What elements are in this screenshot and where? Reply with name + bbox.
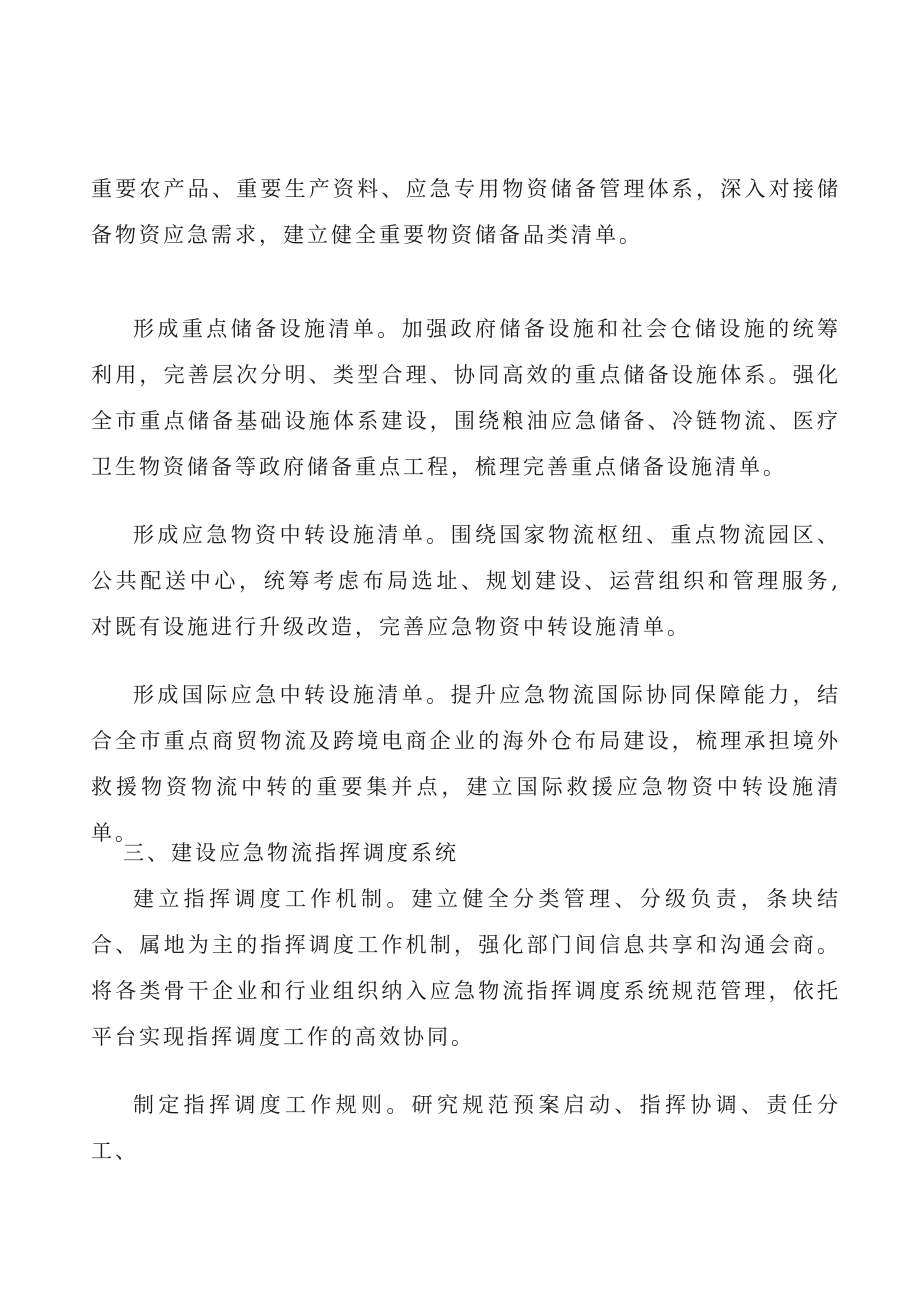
paragraph-international-transfer: 形成国际应急中转设施清单。提升应急物流国际协同保障能力，结合全市重点商贸物流及跨境电商企业的海外仓布局建设，梳理承担境外救援物资物流中转的重要集并点，建立国际救援应急物资中转设施清单。 — [91, 683, 841, 845]
paragraph-transfer-facilities: 形成应急物资中转设施清单。围绕国家物流枢纽、重点物流园区、公共配送中心，统筹考虑布局选址、规划建设、运营组织和管理服务,对既有设施进行升级改造，完善应急物资中转设施清单。 — [91, 523, 841, 639]
paragraph-command-mechanism: 建立指挥调度工作机制。建立健全分类管理、分级负责，条块结合、属地为主的指挥调度工作机制，强化部门间信息共享和沟通会商。将各类骨干企业和行业组织纳入应急物流指挥调度系统规范管理，依托平台实现指挥调度工作的高效协同。 — [91, 887, 841, 1049]
paragraph-key-storage-facilities: 形成重点储备设施清单。加强政府储备设施和社会仓储设施的统筹利用，完善层次分明、类型合理、协同高效的重点储备设施体系。强化全市重点储备基础设施体系建设，围绕粮油应急储备、冷链物流、医疗卫生物资储备等政府储备重点工程，梳理完善重点储备设施清单。 — [91, 317, 841, 479]
paragraph-command-rules: 制定指挥调度工作规则。研究规范预案启动、指挥协调、责任分工、 — [91, 1093, 841, 1163]
paragraph-reserve-list: 重要农产品、重要生产资料、应急专用物资储备管理体系，深入对接储备物资应急需求，建立健全重要物资储备品类清单。 — [91, 177, 841, 247]
section-heading: 三、建设应急物流指挥调度系统 — [123, 841, 459, 865]
